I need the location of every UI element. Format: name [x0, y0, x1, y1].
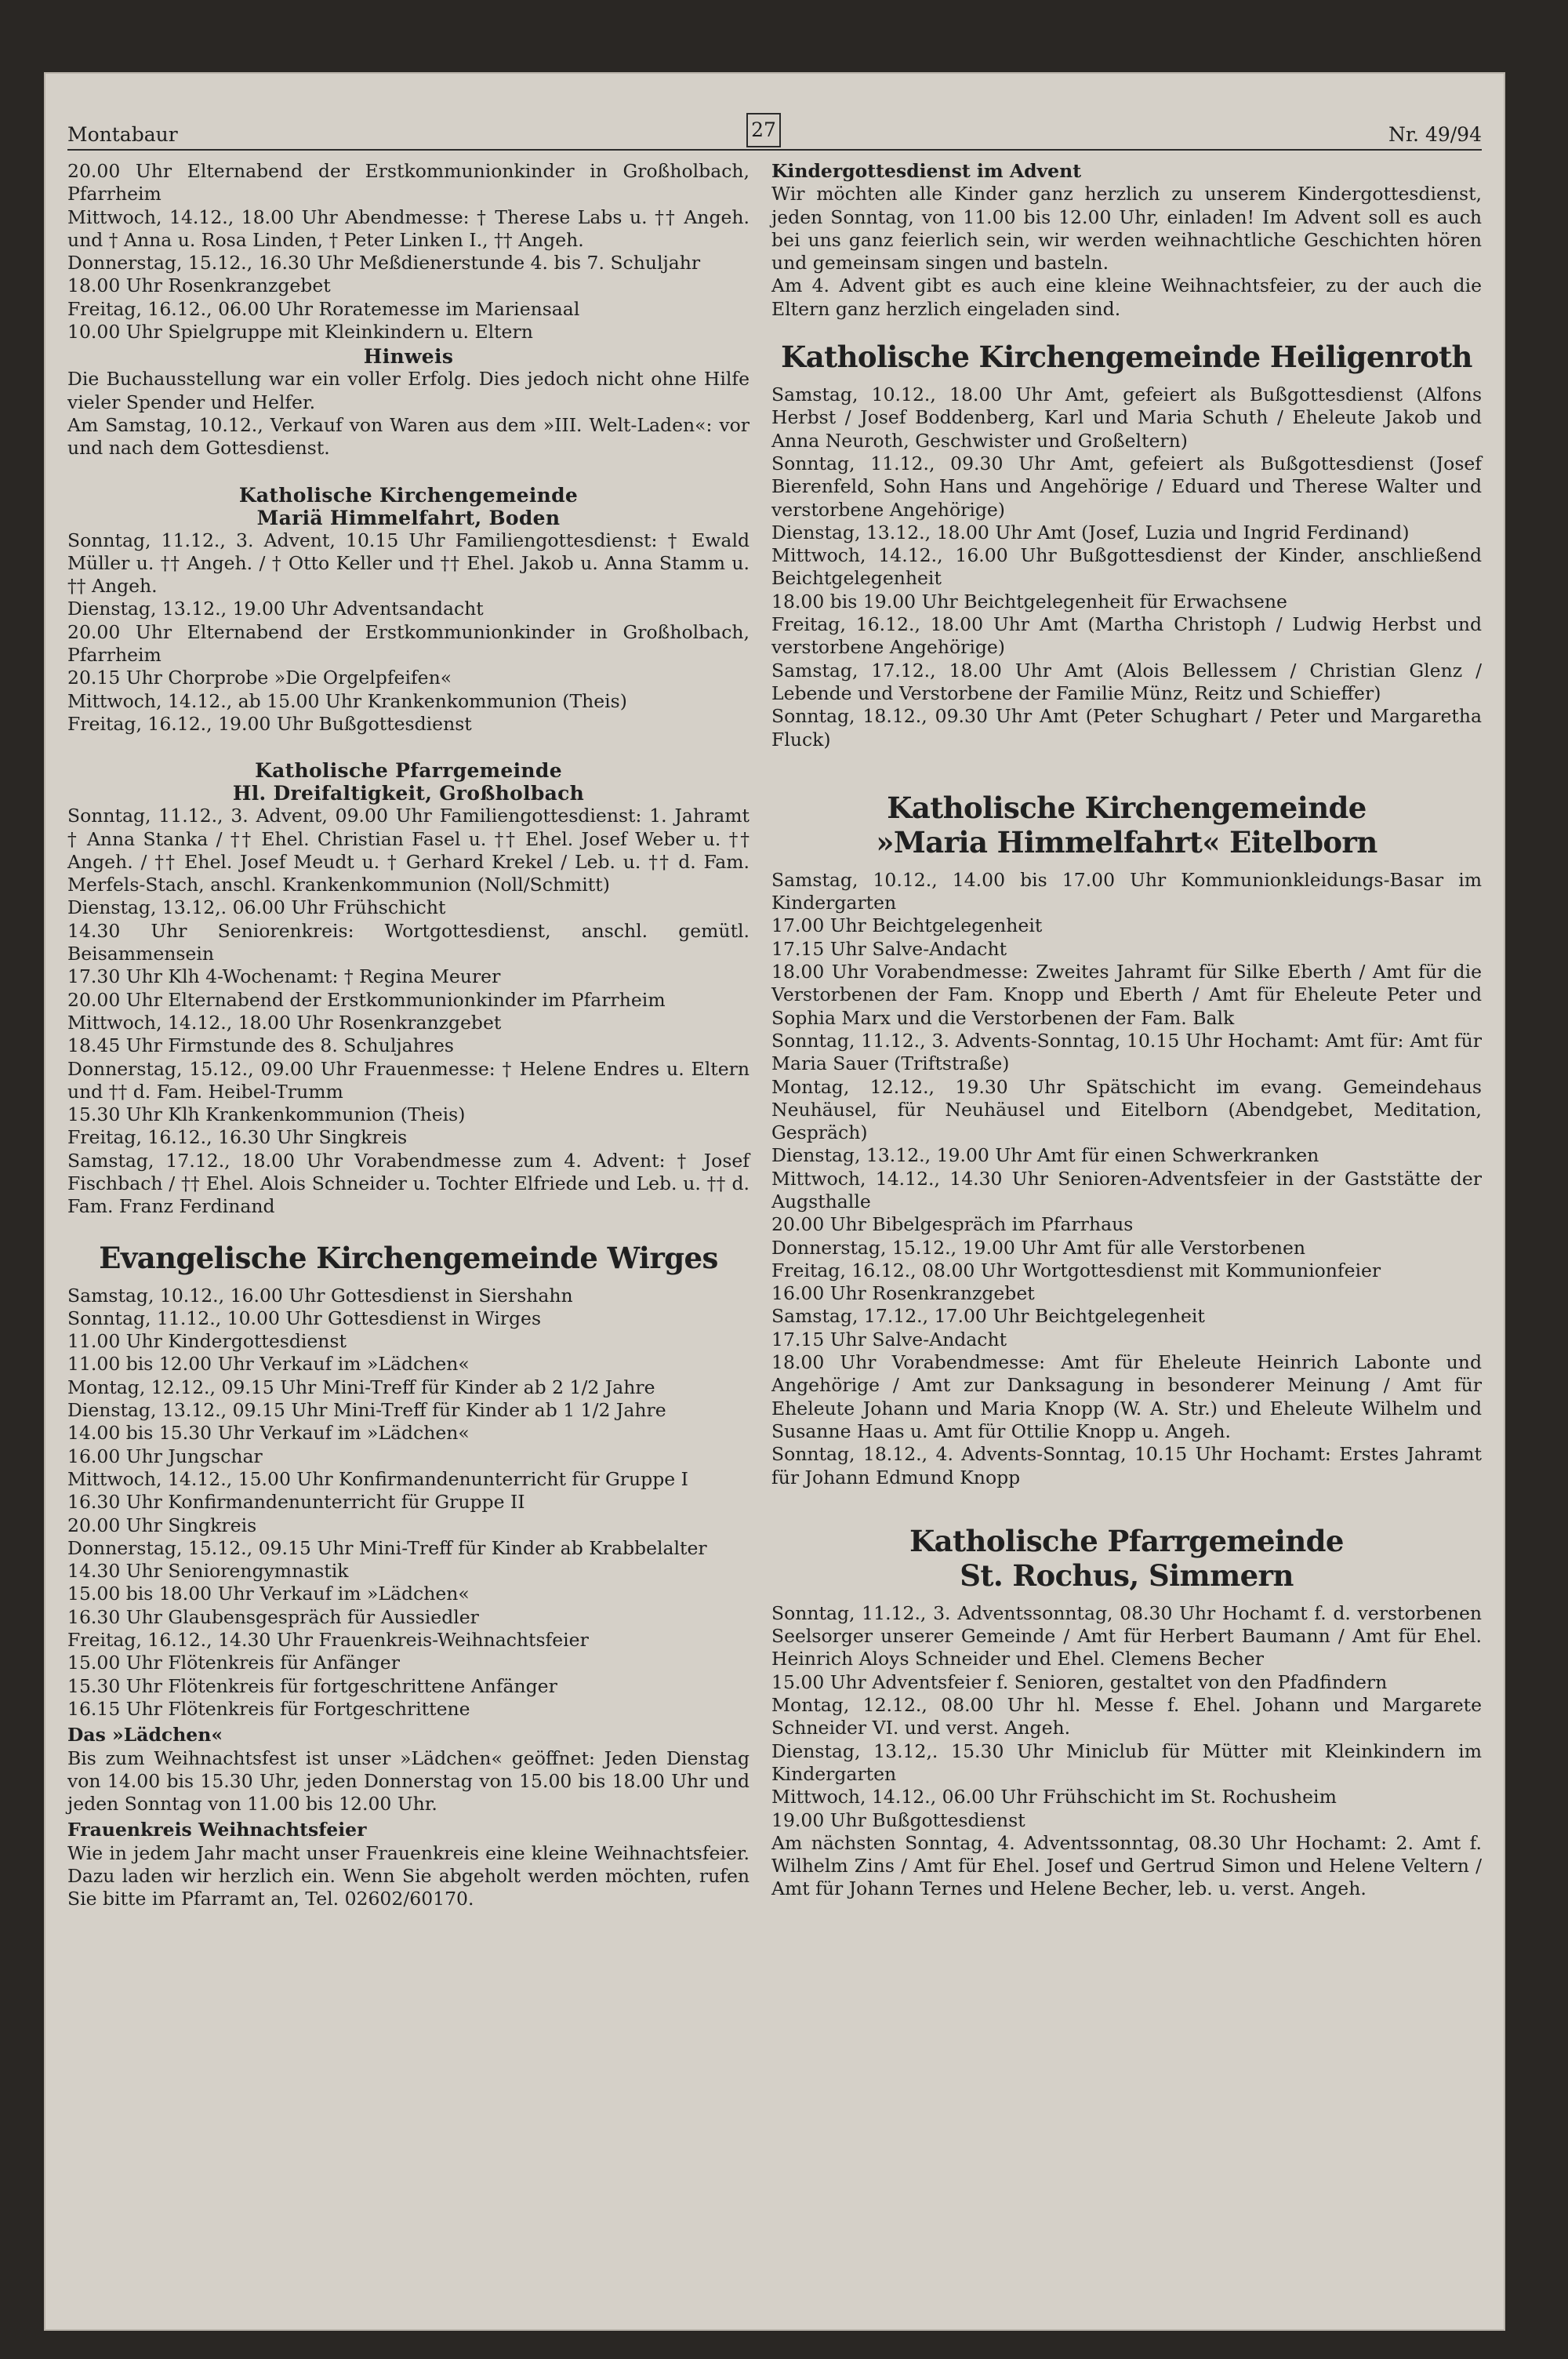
- laedchen-title: Das »Lädchen«: [67, 1724, 223, 1747]
- heiligenroth-line: 18.00 bis 19.00 Uhr Beichtgelegenheit für Erwachsene: [771, 590, 1287, 612]
- intro-line: Freitag, 16.12., 06.00 Uhr Roratemesse im Mariensaal: [67, 297, 580, 320]
- intro-line: Mittwoch, 14.12., 18.00 Uhr Abendmesse: † Therese Labs u. †† Angeh. und † Anna u. Rosa Linden, † Peter Linken I., †† Angeh.: [67, 205, 750, 251]
- boden-heading-line1: Katholische Kirchengemeinde: [238, 483, 579, 507]
- simmern-line: 19.00 Uhr Bußgottesdienst: [771, 1808, 1025, 1831]
- eitelborn-line: Sonntag, 18.12., 4. Advents-Sonntag, 10.15 Uhr Hochamt: Erstes Jahramt für Johann Edmund Knopp: [771, 1443, 1482, 1488]
- eitelborn-line: 16.00 Uhr Rosenkranzgebet: [771, 1282, 1035, 1305]
- wirges-line: Mittwoch, 14.12., 15.00 Uhr Konfirmandenunterricht für Gruppe I: [67, 1467, 688, 1490]
- wirges-line: 15.00 bis 18.00 Uhr Verkauf im »Lädchen«: [67, 1583, 470, 1605]
- intro-line: 10.00 Uhr Spielgruppe mit Kleinkindern u. Eltern: [67, 321, 533, 343]
- wirges-line: Montag, 12.12., 09.15 Uhr Mini-Treff für Kinder ab 2 1/2 Jahre: [67, 1376, 655, 1398]
- kigo-line: Am 4. Advent gibt es auch eine kleine Weihnachtsfeier, zu der auch die Eltern ganz herzlich eingeladen sind.: [771, 274, 1482, 320]
- eitelborn-line: 17.00 Uhr Beichtgelegenheit: [771, 914, 1043, 937]
- grossholbach-line: 14.30 Uhr Seniorenkreis: Wortgottesdienst, anschl. gemütl. Beisammensein: [67, 919, 750, 965]
- eitelborn-heading-line1: Katholische Kirchengemeinde: [887, 790, 1367, 825]
- simmern-line: 15.00 Uhr Adventsfeier f. Senioren, gestaltet von den Pfadfindern: [771, 1670, 1388, 1693]
- simmern-line: Sonntag, 11.12., 3. Adventssonntag, 08.30 Uhr Hochamt f. d. verstorbenen Seelsorger unserer Gemeinde / Amt für Herbert Baumann / Amt für Ehel. Heinrich Aloys Schneider und Ehel. Clemens Becher: [771, 1601, 1482, 1670]
- heiligenroth-line: Sonntag, 11.12., 09.30 Uhr Amt, gefeiert als Bußgottesdienst (Josef Bierenfeld, Sohn Hans und Angehörige / Eduard und Therese Walter und verstorbene Angehörige): [771, 452, 1482, 521]
- page-number: 27: [746, 113, 781, 147]
- wirges-heading: Evangelische Kirchengemeinde Wirges: [99, 1240, 718, 1275]
- wirges-line: 16.30 Uhr Konfirmandenunterricht für Gruppe II: [67, 1491, 525, 1514]
- wirges-line: Dienstag, 13.12., 09.15 Uhr Mini-Treff für Kinder ab 1 1/2 Jahre: [67, 1399, 666, 1422]
- boden-line: 20.15 Uhr Chorprobe »Die Orgelpfeifen«: [67, 667, 452, 689]
- right-column: [771, 160, 1482, 1901]
- grossholbach-line: 20.00 Uhr Elternabend der Erstkommunionkinder im Pfarrheim: [67, 988, 666, 1011]
- grossholbach-line: Donnerstag, 15.12., 09.00 Uhr Frauenmesse: † Helene Endres u. Eltern und †† d. Fam. Heibel-Trumm: [67, 1057, 750, 1103]
- heiligenroth-line: Samstag, 10.12., 18.00 Uhr Amt, gefeiert als Bußgottesdienst (Alfons Herbst / Josef Boddenberg, Karl und Maria Schuth / Eheleute Jakob und Anna Neuroth, Geschwister und Großeltern): [771, 383, 1482, 452]
- boden-line: Mittwoch, 14.12., ab 15.00 Uhr Krankenkommunion (Theis): [67, 689, 627, 712]
- wirges-line: 15.30 Uhr Flötenkreis für fortgeschrittene Anfänger: [67, 1674, 557, 1697]
- eitelborn-line: 17.15 Uhr Salve-Andacht: [771, 937, 1007, 960]
- boden-line: 20.00 Uhr Elternabend der Erstkommunionkinder in Großholbach, Pfarrheim: [67, 620, 750, 667]
- wirges-line: 11.00 bis 12.00 Uhr Verkauf im »Lädchen«: [67, 1353, 470, 1376]
- heiligenroth-line: Mittwoch, 14.12., 16.00 Uhr Bußgottesdienst der Kinder, anschließend Beichtgelegenheit: [771, 544, 1482, 590]
- eitelborn-line: Freitag, 16.12., 08.00 Uhr Wortgottesdienst mit Kommunionfeier: [771, 1259, 1381, 1281]
- heiligenroth-line: Samstag, 17.12., 18.00 Uhr Amt (Alois Bellessem / Christian Glenz / Lebende und Verstorbene der Familie Münz, Reitz und Schieffer): [771, 659, 1482, 704]
- eitelborn-line: Samstag, 10.12., 14.00 bis 17.00 Uhr Kommunionkleidungs-Basar im Kindergarten: [771, 868, 1482, 914]
- grossholbach-line: Freitag, 16.12., 16.30 Uhr Singkreis: [67, 1126, 408, 1149]
- left-column: [67, 160, 750, 1911]
- wirges-line: Sonntag, 11.12., 10.00 Uhr Gottesdienst in Wirges: [67, 1307, 542, 1329]
- newspaper-page: [44, 72, 1505, 2331]
- eitelborn-line: Samstag, 17.12., 17.00 Uhr Beichtgelegenheit: [771, 1305, 1205, 1328]
- simmern-line: Dienstag, 13.12,. 15.30 Uhr Miniclub für Mütter mit Kleinkindern im Kindergarten: [771, 1739, 1482, 1785]
- grossholbach-line: Dienstag, 13.12,. 06.00 Uhr Frühschicht: [67, 896, 446, 919]
- grossholbach-line: Mittwoch, 14.12., 18.00 Uhr Rosenkranzgebet: [67, 1011, 502, 1034]
- grossholbach-line: 17.30 Uhr Klh 4-Wochenamt: † Regina Meurer: [67, 965, 501, 988]
- intro-line: 18.00 Uhr Rosenkranzgebet: [67, 274, 331, 297]
- simmern-line: Montag, 12.12., 08.00 Uhr hl. Messe f. Ehel. Johann und Margarete Schneider VI. und verst. Angeh.: [771, 1694, 1482, 1739]
- wirges-line: Freitag, 16.12., 14.30 Uhr Frauenkreis-Weihnachtsfeier: [67, 1629, 589, 1652]
- wirges-line: 20.00 Uhr Singkreis: [67, 1514, 257, 1536]
- grossholbach-line: 18.45 Uhr Firmstunde des 8. Schuljahres: [67, 1034, 454, 1057]
- eitelborn-line: 18.00 Uhr Vorabendmesse: Amt für Eheleute Heinrich Labonte und Angehörige / Amt zur Danksagung in besonderer Meinung / Amt für Eheleute Johann und Maria Knopp (W. A. Str.) und Eheleute Wilhelm und Susanne Haas u. Amt für Ottilie Knopp u. Angeh.: [771, 1351, 1482, 1442]
- grossholbach-line: Samstag, 17.12., 18.00 Uhr Vorabendmesse zum 4. Advent: † Josef Fischbach / †† Ehel. Alois Schneider u. Tochter Elfriede und Leb. u. †† d. Fam. Franz Ferdinand: [67, 1149, 750, 1218]
- simmern-line: Mittwoch, 14.12., 06.00 Uhr Frühschicht im St. Rochusheim: [771, 1786, 1337, 1808]
- eitelborn-line: Donnerstag, 15.12., 19.00 Uhr Amt für alle Verstorbenen: [771, 1236, 1306, 1259]
- eitelborn-line: 18.00 Uhr Vorabendmesse: Zweites Jahramt für Silke Eberth / Amt für die Verstorbenen der Fam. Knopp und Eberth / Amt für Eheleute Peter und Sophia Marx und die Verstorbenen der Fam. Balk: [771, 961, 1482, 1029]
- wirges-line: 11.00 Uhr Kindergottesdienst: [67, 1330, 347, 1353]
- grossholbach-line: 15.30 Uhr Klh Krankenkommunion (Theis): [67, 1103, 466, 1126]
- wirges-line: Samstag, 10.12., 16.00 Uhr Gottesdienst in Siershahn: [67, 1284, 573, 1307]
- hinweis-line: Die Buchausstellung war ein voller Erfolg. Dies jedoch nicht ohne Hilfe vieler Spender und Helfer.: [67, 368, 750, 413]
- kigo-title: Kindergottesdienst im Advent: [771, 160, 1082, 182]
- wirges-line: 16.15 Uhr Flötenkreis für Fortgeschrittene: [67, 1697, 470, 1720]
- eitelborn-line: 17.15 Uhr Salve-Andacht: [771, 1328, 1007, 1350]
- grossholbach-heading-line2: Hl. Dreifaltigkeit, Großholbach: [232, 782, 585, 805]
- wirges-line: 16.30 Uhr Glaubensgespräch für Aussiedler: [67, 1605, 479, 1628]
- issue-number: Nr. 49/94: [1388, 123, 1482, 146]
- hinweis-heading: Hinweis: [363, 345, 454, 369]
- heiligenroth-heading: Katholische Kirchengemeinde Heiligenroth: [781, 340, 1472, 375]
- heiligenroth-line: Freitag, 16.12., 18.00 Uhr Amt (Martha Christoph / Ludwig Herbst und verstorbene Angehörige): [771, 613, 1482, 659]
- frauenkreis-text: Wie in jedem Jahr macht unser Frauenkreis eine kleine Weihnachtsfeier. Dazu laden wir herzlich ein. Wenn Sie abgeholt werden möchten, rufen Sie bitte im Pfarramt an, Tel. 02602/60170.: [67, 1841, 750, 1910]
- boden-line: Freitag, 16.12., 19.00 Uhr Bußgottesdienst: [67, 712, 472, 735]
- simmern-line: Am nächsten Sonntag, 4. Adventssonntag, 08.30 Uhr Hochamt: 2. Amt f. Wilhelm Zins / Amt für Ehel. Josef und Gertrud Simon und Helene Veltern / Amt für Johann Ternes und Helene Becher, leb. u. verst. Angeh.: [771, 1831, 1482, 1900]
- eitelborn-line: Dienstag, 13.12., 19.00 Uhr Amt für einen Schwerkranken: [771, 1144, 1319, 1167]
- intro-line: 20.00 Uhr Elternabend der Erstkommunionkinder in Großholbach, Pfarrheim: [67, 160, 750, 205]
- heiligenroth-line: Sonntag, 18.12., 09.30 Uhr Amt (Peter Schughart / Peter und Margaretha Fluck): [771, 705, 1482, 751]
- wirges-line: 16.00 Uhr Jungschar: [67, 1445, 263, 1467]
- boden-heading-line2: Mariä Himmelfahrt, Boden: [256, 506, 561, 529]
- wirges-line: 15.00 Uhr Flötenkreis für Anfänger: [67, 1652, 400, 1674]
- eitelborn-line: Sonntag, 11.12., 3. Advents-Sonntag, 10.15 Uhr Hochamt: Amt für: Amt für Maria Sauer (Triftstraße): [771, 1029, 1482, 1075]
- kigo-line: Wir möchten alle Kinder ganz herzlich zu unserem Kindergottesdienst, jeden Sonntag, von 11.00 bis 12.00 Uhr, einladen! Im Advent soll es auch bei uns ganz feierlich sein, wir werden weihnachtliche Geschichten hören und gemeinsam singen und basteln.: [771, 183, 1482, 274]
- wirges-line: 14.00 bis 15.30 Uhr Verkauf im »Lädchen«: [67, 1422, 470, 1445]
- eitelborn-line: Montag, 12.12., 19.30 Uhr Spätschicht im evang. Gemeindehaus Neuhäusel, für Neuhäusel und Eitelborn (Abendgebet, Meditation, Gespräch): [771, 1075, 1482, 1144]
- simmern-heading-line1: Katholische Pfarrgemeinde: [909, 1523, 1344, 1558]
- eitelborn-line: Mittwoch, 14.12., 14.30 Uhr Senioren-Adventsfeier in der Gaststätte der Augsthalle: [771, 1167, 1482, 1212]
- boden-line: Dienstag, 13.12., 19.00 Uhr Adventsandacht: [67, 598, 484, 620]
- header-town: Montabaur: [67, 123, 178, 146]
- wirges-line: Donnerstag, 15.12., 09.15 Uhr Mini-Treff für Kinder ab Krabbelalter: [67, 1536, 707, 1559]
- eitelborn-heading-line2: »Maria Himmelfahrt« Eitelborn: [876, 824, 1377, 860]
- frauenkreis-title: Frauenkreis Weihnachtsfeier: [67, 1819, 367, 1841]
- hinweis-line: Am Samstag, 10.12., Verkauf von Waren aus dem »III. Welt-Laden«: vor und nach dem Gottesdienst.: [67, 413, 750, 460]
- page-header: [67, 119, 1482, 151]
- grossholbach-line: Sonntag, 11.12., 3. Advent, 09.00 Uhr Familiengottesdienst: 1. Jahramt † Anna Stanka / †† Ehel. Christian Fasel u. †† Ehel. Josef Weber u. †† Angeh. / †† Ehel. Josef Meudt u. † Gerhard Krekel / Leb. u. †† d. Fam. Merfels-Stach, anschl. Krankenkommunion (Noll/Schmitt): [67, 805, 750, 896]
- grossholbach-heading-line1: Katholische Pfarrgemeinde: [255, 759, 562, 783]
- boden-line: Sonntag, 11.12., 3. Advent, 10.15 Uhr Familiengottesdienst: † Ewald Müller u. †† Angeh. / † Otto Keller und †† Ehel. Jakob u. Anna Stamm u. †† Angeh.: [67, 529, 750, 598]
- eitelborn-line: 20.00 Uhr Bibelgespräch im Pfarrhaus: [771, 1213, 1134, 1236]
- intro-line: Donnerstag, 15.12., 16.30 Uhr Meßdienerstunde 4. bis 7. Schuljahr: [67, 252, 701, 274]
- heiligenroth-line: Dienstag, 13.12., 18.00 Uhr Amt (Josef, Luzia und Ingrid Ferdinand): [771, 521, 1410, 543]
- simmern-heading-line2: St. Rochus, Simmern: [960, 1558, 1294, 1593]
- wirges-line: 14.30 Uhr Seniorengymnastik: [67, 1560, 349, 1583]
- laedchen-text: Bis zum Weihnachtsfest ist unser »Lädchen« geöffnet: Jeden Dienstag von 14.00 bis 15.30 Uhr, jeden Donnerstag von 15.00 bis 18.00 Uhr und jeden Sonntag von 11.00 bis 12.00 Uhr.: [67, 1747, 750, 1816]
